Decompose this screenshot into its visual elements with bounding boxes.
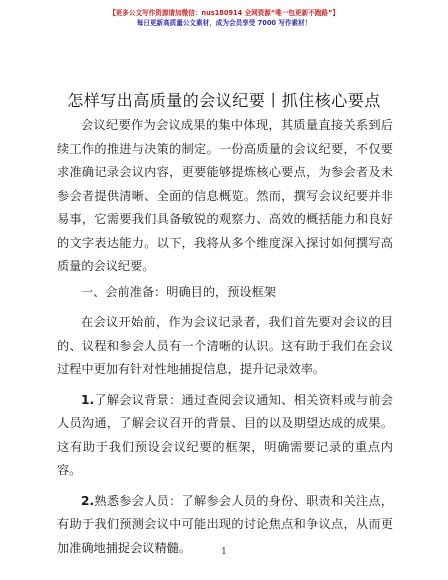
page-number: 1 — [221, 547, 227, 557]
section-heading-1: 一、会前准备：明确目的，预设框架 — [81, 284, 276, 299]
document-body — [57, 114, 393, 560]
list-item-1-text: 了解会议背景：通过查阅会议通知、相关资料或与前会人员沟通，了解会议召开的背景、目的以及期望达成的成果。这有助于我们预设会议纪要的框架，明确需要记录的重点内容。 — [57, 392, 393, 477]
promo-line-1: 【更多公文写作资源请加微信：nus180914 全网资源“唯一包更新不跑路”】 — [109, 9, 339, 17]
list-item-1-number: 1. — [81, 392, 95, 407]
intro-paragraph: 会议纪要作为会议成果的集中体现，其质量直接关系到后续工作的推进与决策的制定。一份高质量的会议纪要，不仅要求准确记录会议内容，更要能够提炼核心要点，为参会者及未参会者提供清晰、全面的信息概览。然而，撰写会议纪要并非易事，它需要我们具备敏锐的观察力、高效的概括能力和良好的文字表达能力。以下，我将从多个维度深入探讨如何撰写高质量的会议纪要。 — [57, 118, 393, 273]
section-1-paragraph: 在会议开始前，作为会议记录者，我们首先要对会议的目的、议程和参会人员有一个清晰的认识。这有助于我们在会议过程中更加有针对性地捕捉信息，提升记录效率。 — [57, 315, 393, 376]
list-item-2-number: 2. — [81, 493, 95, 508]
list-item-2-text: 熟悉参会人员：了解参会人员的身份、职责和关注点，有助于我们预测会议中可能出现的讨论焦点和争议点，从而更加准确地捕捉会议精髓。 — [57, 493, 393, 555]
document-title: 怎样写出高质量的会议纪要丨抓住核心要点 — [67, 91, 381, 110]
list-item-1 — [57, 389, 393, 483]
header-banner — [0, 8, 448, 28]
promo-line-2: 每日更新高质量公文素材，成为会员享受 7000 写作素材！ — [136, 19, 312, 27]
